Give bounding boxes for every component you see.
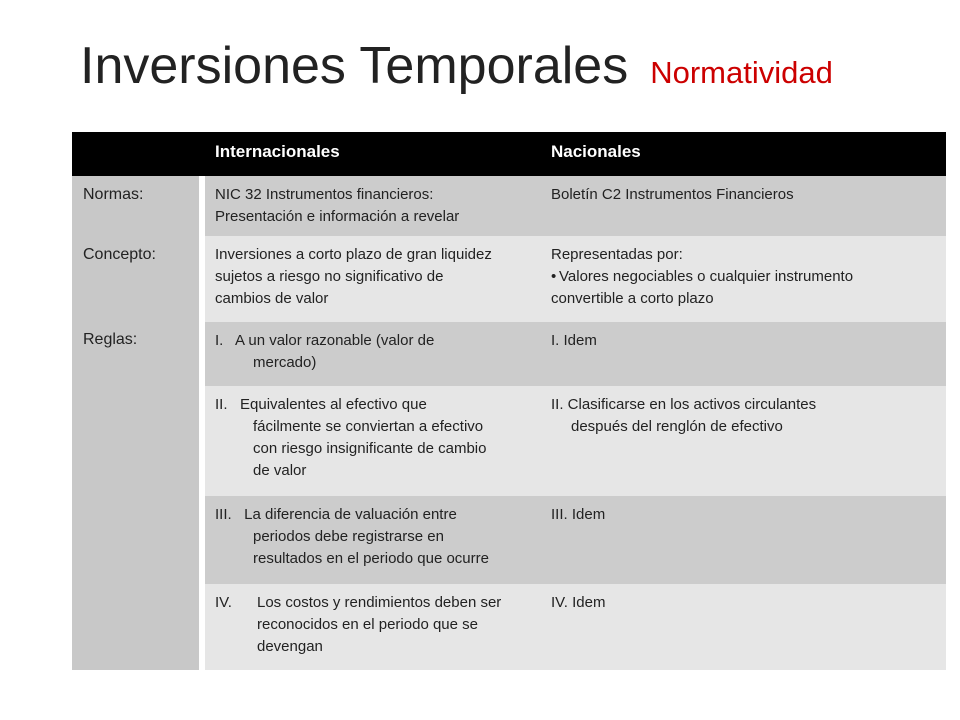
label-normas: Normas: xyxy=(83,186,144,203)
cell-nacional: Representadas por: • Valores negociables o cualquier instrumento convertible a corto plazo xyxy=(551,246,854,307)
table-row xyxy=(205,176,946,236)
title-subtitle: Normatividad xyxy=(650,55,833,90)
label-reglas: Reglas: xyxy=(83,331,138,348)
header-internacionales: Internacionales xyxy=(215,142,340,161)
bullet-icon: • xyxy=(551,268,557,285)
title-main: Inversiones Temporales xyxy=(80,37,629,95)
slide-title xyxy=(80,36,833,96)
cell-nacional: IV. Idem xyxy=(551,594,606,611)
cell-nacional: III. Idem xyxy=(551,506,606,523)
table-header xyxy=(72,132,946,176)
table-row xyxy=(205,236,946,322)
table-row xyxy=(205,584,946,670)
table-row xyxy=(205,496,946,584)
cell-internacional: NIC 32 Instrumentos financieros: Presentación e información a revelar xyxy=(215,186,460,225)
table-row xyxy=(205,386,946,496)
cell-internacional: Inversiones a corto plazo de gran liquidez sujetos a riesgo no significativo de cambios de valor xyxy=(215,246,492,307)
cell-nacional: II. Clasificarse en los activos circulantes después del renglón de efectivo xyxy=(551,396,817,435)
cell-internacional: I. A un valor razonable (valor de mercado) xyxy=(215,332,435,371)
label-concepto: Concepto: xyxy=(83,246,156,263)
cell-nacional: Boletín C2 Instrumentos Financieros xyxy=(551,186,794,203)
table-row xyxy=(205,322,946,386)
row-label-column xyxy=(72,176,202,670)
normatividad-table xyxy=(72,132,946,670)
cell-nacional: I. Idem xyxy=(551,332,597,349)
header-nacionales: Nacionales xyxy=(551,142,641,161)
cell-internacional: II. Equivalentes al efectivo que fácilmente se conviertan a efectivo con riesgo insignificante de cambio de valor xyxy=(215,396,487,479)
cell-internacional: III. La diferencia de valuación entre periodos debe registrarse en resultados en el periodo que ocurre xyxy=(215,506,489,567)
cell-internacional: IV. Los costos y rendimientos deben ser reconocidos en el periodo que se devengan xyxy=(215,594,502,655)
